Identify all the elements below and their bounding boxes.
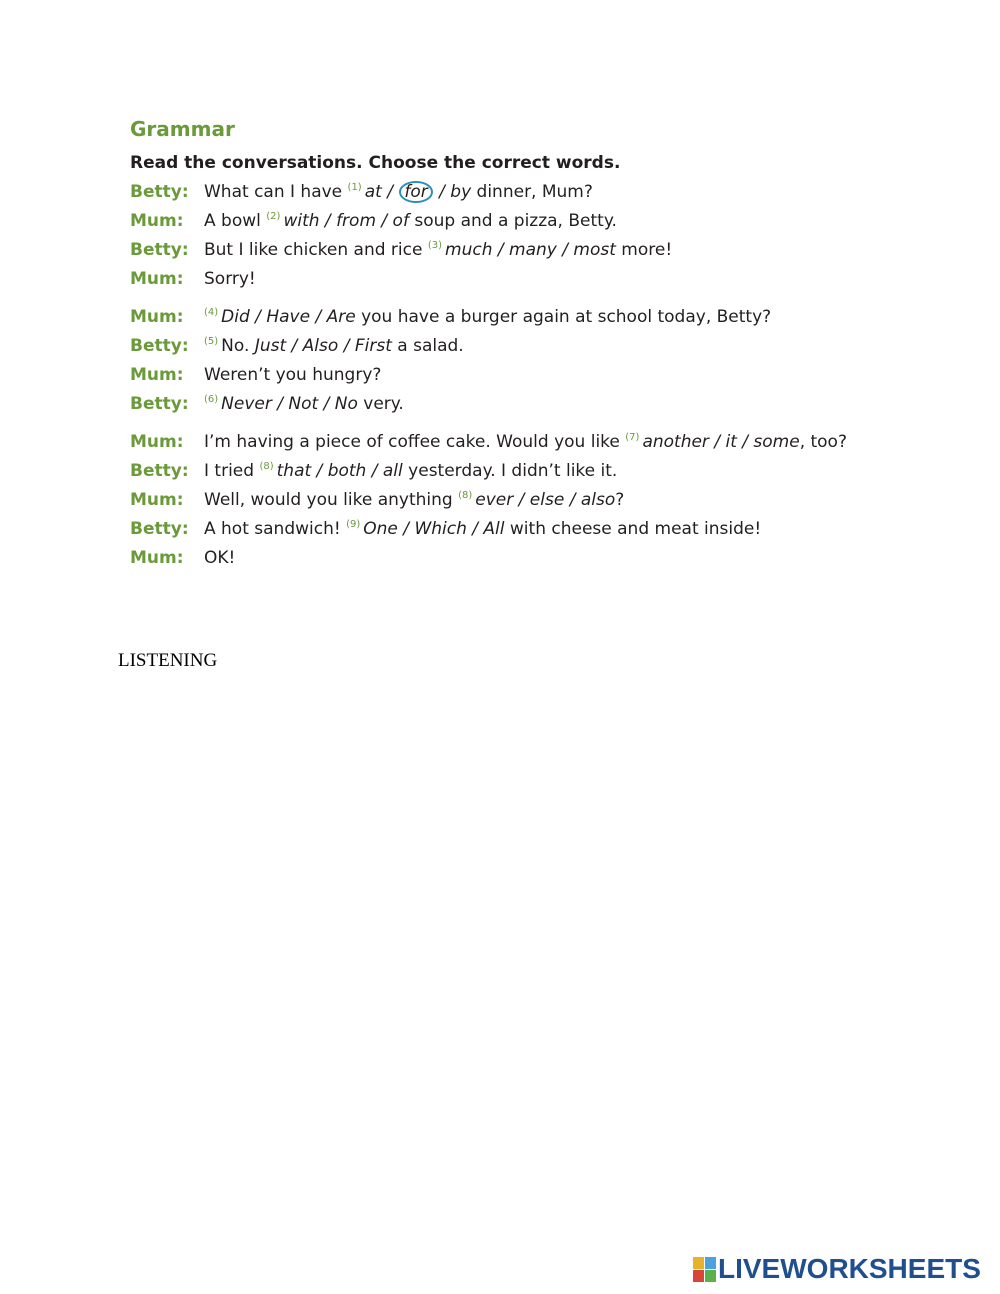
line-post-text: very. — [357, 394, 404, 414]
line-text — [204, 269, 256, 289]
answer-option[interactable]: of — [392, 211, 409, 231]
line-post-text: more! — [615, 240, 673, 260]
option-separator: / — [466, 519, 484, 539]
line-post-text: you have a burger again at school today, Betty? — [355, 307, 772, 327]
question-number: (5) — [204, 336, 219, 348]
speaker-label: Mum: — [130, 211, 184, 231]
speaker-label: Mum: — [130, 490, 184, 510]
speaker-label: Betty: — [130, 336, 189, 356]
line-post-text: , too? — [799, 432, 847, 452]
question-number: (8) — [259, 461, 274, 473]
option-separator: / — [376, 211, 393, 231]
answer-option[interactable]: Have — [266, 307, 311, 327]
line-text — [204, 307, 771, 327]
answer-option[interactable]: with — [283, 211, 320, 231]
line-pre-text: But I like chicken and rice — [204, 240, 428, 260]
option-separator: / — [708, 432, 726, 452]
answer-option[interactable]: else — [529, 490, 565, 510]
question-number: (7) — [625, 432, 640, 444]
line-post-text: a salad. — [391, 336, 464, 356]
line-pre-text: I tried — [204, 461, 260, 481]
question-number: (1) — [347, 182, 362, 194]
speaker-label: Mum: — [130, 365, 184, 385]
instruction: Read the conversations. Choose the correct words. — [130, 153, 621, 173]
speaker-label: Betty: — [130, 182, 189, 202]
line-text — [204, 211, 617, 231]
question-number: (2) — [266, 211, 281, 223]
listening-heading: LISTENING — [118, 650, 218, 671]
speaker-label: Mum: — [130, 269, 184, 289]
speaker-label: Mum: — [130, 432, 184, 452]
speaker-label: Betty: — [130, 461, 189, 481]
option-separator: / — [513, 490, 530, 510]
line-text — [204, 365, 381, 385]
line-post-text: dinner, Mum? — [471, 182, 593, 202]
option-separator: / — [397, 519, 415, 539]
option-separator: / — [556, 240, 574, 260]
answer-option[interactable]: both — [327, 461, 367, 481]
option-separator: / — [492, 240, 510, 260]
answer-option[interactable]: Not — [288, 394, 319, 414]
option-separator: / — [319, 211, 337, 231]
option-separator: / — [310, 307, 327, 327]
answer-option[interactable]: most — [573, 240, 616, 260]
option-separator: / — [564, 490, 581, 510]
option-separator: / — [381, 182, 399, 202]
speaker-label: Betty: — [130, 394, 189, 414]
line-post-text: with cheese and meat inside! — [504, 519, 762, 539]
line-pre-text: Well, would you like anything — [204, 490, 459, 510]
answer-option[interactable]: All — [483, 519, 505, 539]
liveworksheets-logo[interactable] — [693, 1254, 981, 1284]
answer-option[interactable]: by — [450, 182, 472, 202]
answer-option[interactable]: Did — [221, 307, 250, 327]
line-post-text: yesterday. I didn’t like it. — [402, 461, 618, 481]
answer-option[interactable]: One — [363, 519, 398, 539]
answer-option[interactable]: First — [354, 336, 392, 356]
answer-option[interactable]: at — [364, 182, 382, 202]
answer-option[interactable]: Are — [326, 307, 356, 327]
line-pre-text: A bowl — [204, 211, 267, 231]
question-number: (8) — [458, 490, 473, 502]
line-text — [204, 519, 761, 539]
line-pre-text: A hot sandwich! — [204, 519, 347, 539]
answer-option[interactable]: all — [382, 461, 403, 481]
answer-option[interactable]: some — [753, 432, 800, 452]
answer-option[interactable]: from — [336, 211, 376, 231]
option-separator: / — [249, 307, 267, 327]
option-separator: / — [433, 182, 451, 202]
answer-option[interactable]: No — [334, 394, 358, 414]
line-text — [204, 240, 672, 260]
line-post-text: soup and a pizza, Betty. — [408, 211, 617, 231]
line-pre-text: I’m having a piece of coffee cake. Would you like — [204, 432, 626, 452]
option-separator: / — [366, 461, 383, 481]
logo-text: LIVEWORKSHEETS — [718, 1253, 981, 1284]
line-text — [204, 336, 464, 356]
answer-option[interactable]: Never — [221, 394, 272, 414]
question-number: (6) — [204, 394, 219, 406]
line-text — [204, 490, 624, 510]
line-pre-text: Weren’t you hungry? — [204, 365, 382, 385]
answer-option[interactable]: Just — [254, 336, 287, 356]
line-lead-text: No. — [221, 336, 255, 356]
answer-option[interactable]: many — [509, 240, 557, 260]
section-title: Grammar — [130, 117, 235, 141]
answer-option[interactable]: it — [725, 432, 737, 452]
line-text — [204, 182, 593, 202]
option-separator: / — [271, 394, 289, 414]
answer-option[interactable]: much — [445, 240, 493, 260]
line-post-text: ? — [615, 490, 625, 510]
speaker-label: Mum: — [130, 548, 184, 568]
line-text — [204, 461, 617, 481]
answer-option[interactable]: also — [580, 490, 616, 510]
line-pre-text: What can I have — [204, 182, 348, 202]
speaker-label: Betty: — [130, 240, 189, 260]
question-number: (9) — [346, 519, 361, 531]
option-separator: / — [311, 461, 328, 481]
answer-option[interactable]: that — [276, 461, 312, 481]
line-text — [204, 432, 847, 452]
line-pre-text: Sorry! — [204, 269, 256, 289]
option-separator: / — [286, 336, 303, 356]
question-number: (4) — [204, 307, 219, 319]
answer-option[interactable]: ever — [475, 490, 514, 510]
option-separator: / — [338, 336, 355, 356]
answer-option-selected[interactable]: for — [399, 181, 432, 203]
answer-option[interactable]: Which — [414, 519, 467, 539]
answer-option[interactable]: another — [642, 432, 709, 452]
question-number: (3) — [427, 240, 443, 252]
answer-option[interactable]: Also — [302, 336, 339, 356]
line-pre-text: OK! — [204, 548, 236, 568]
line-text — [204, 394, 404, 414]
logo-mark-icon — [693, 1257, 715, 1281]
option-separator: / — [318, 394, 335, 414]
speaker-label: Betty: — [130, 519, 189, 539]
speaker-label: Mum: — [130, 307, 184, 327]
line-text — [204, 548, 235, 568]
option-separator: / — [736, 432, 754, 452]
